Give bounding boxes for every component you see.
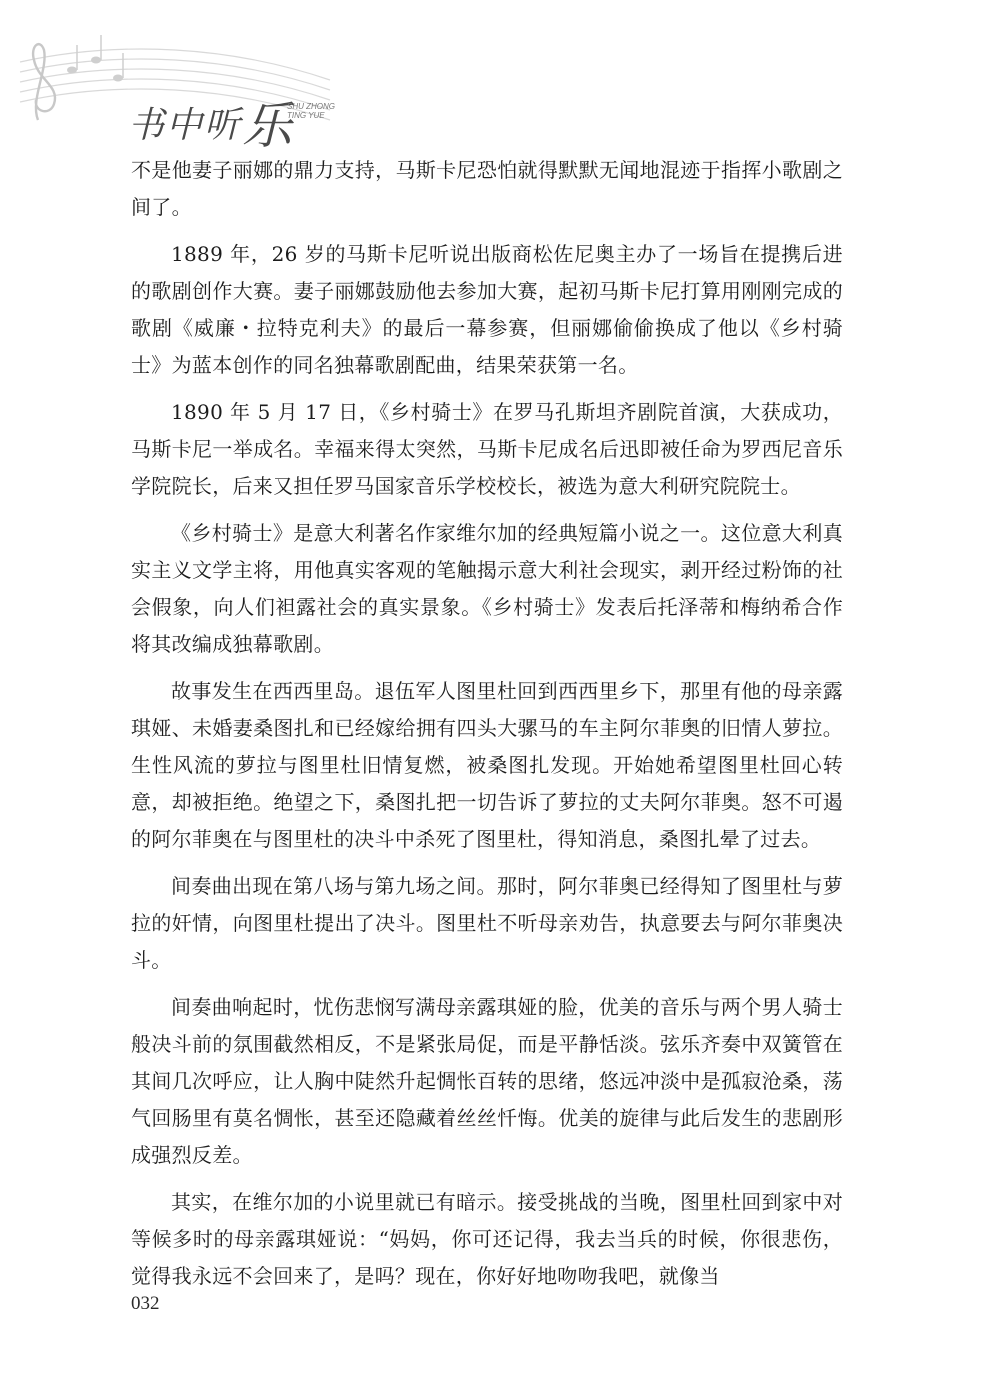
page-header [0, 0, 998, 155]
paragraph-2: 1889 年，26 岁的马斯卡尼听说出版商松佐尼奥主办了一场旨在提携后进的歌剧创作大赛。妻子丽娜鼓励他去参加大赛，起初马斯卡尼打算用刚刚完成的歌剧《威廉・拉特克利夫》的最后一幕参赛，但丽娜偷偷换成了他以《乡村骑士》为蓝本创作的同名独幕歌剧配曲，结果荣获第一名。 [131, 242, 843, 377]
header-logo-title [128, 80, 295, 155]
paragraph-7: 间奏曲响起时，忧伤悲悯写满母亲露琪娅的脸，优美的音乐与两个男人骑士般决斗前的氛围截然相反，不是紧张局促，而是平静恬淡。弦乐齐奏中双簧管在其间几次呼应，让人胸中陡然升起惆怅百转的思绪，悠远冲淡中是孤寂沧桑，荡气回肠里有莫名惆怅，甚至还隐藏着丝丝忏悔。优美的旋律与此后发生的悲剧形成强烈反差。 [131, 995, 843, 1167]
logo-pinyin-line-2: TING YUE [287, 111, 325, 120]
paragraph-6: 间奏曲出现在第八场与第九场之间。那时，阿尔菲奥已经得知了图里杜与萝拉的奸情，向图里杜提出了决斗。图里杜不听母亲劝告，执意要去与阿尔菲奥决斗。 [131, 874, 843, 972]
logo-pinyin-line-1: SHU ZHONG [287, 102, 335, 111]
paragraph-8: 其实，在维尔加的小说里就已有暗示。接受挑战的当晚，图里杜回到家中对等候多时的母亲露琪娅说：“妈妈，你可还记得，我去当兵的时候，你很悲伤，觉得我永远不会回来了，是吗？现在，你好好地吻吻我吧，就像当 [131, 1190, 843, 1288]
paragraph-4: 《乡村骑士》是意大利著名作家维尔加的经典短篇小说之一。这位意大利真实主义文学主将，用他真实客观的笔触揭示意大利社会现实，剥开经过粉饰的社会假象，向人们袒露社会的真实景象。《乡村骑士》发表后托泽蒂和梅纳希合作将其改编成独幕歌剧。 [131, 521, 843, 656]
logo-char-3: 听 [204, 105, 243, 146]
paragraph-3: 1890 年 5 月 17 日，《乡村骑士》在罗马孔斯坦齐剧院首演，大获成功，马斯卡尼一举成名。幸福来得太突然，马斯卡尼成名后迅即被任命为罗西尼音乐学院院长，后来又担任罗马国家音乐学校校长，被选为意大利研究院院士。 [131, 400, 843, 498]
paragraph-1: 不是他妻子丽娜的鼎力支持，马斯卡尼恐怕就得默默无闻地混迹于指挥小歌剧之间了。 [131, 158, 843, 219]
page-number: 032 [131, 1293, 160, 1314]
body-text [131, 152, 843, 1305]
header-logo-pinyin [287, 102, 335, 120]
paragraph-5: 故事发生在西西里岛。退伍军人图里杜回到西西里乡下，那里有他的母亲露琪娅、未婚妻桑图扎和已经嫁给拥有四头大骡马的车主阿尔菲奥的旧情人萝拉。生性风流的萝拉与图里杜旧情复燃，被桑图扎发现。开始她希望图里杜回心转意，却被拒绝。绝望之下，桑图扎把一切告诉了萝拉的丈夫阿尔菲奥。怒不可遏的阿尔菲奥在与图里杜的决斗中杀死了图里杜，得知消息，桑图扎晕了过去。 [131, 679, 843, 851]
logo-char-4: 乐 [242, 97, 295, 155]
logo-char-1: 书 [128, 105, 167, 146]
logo-char-2: 中 [166, 105, 205, 146]
